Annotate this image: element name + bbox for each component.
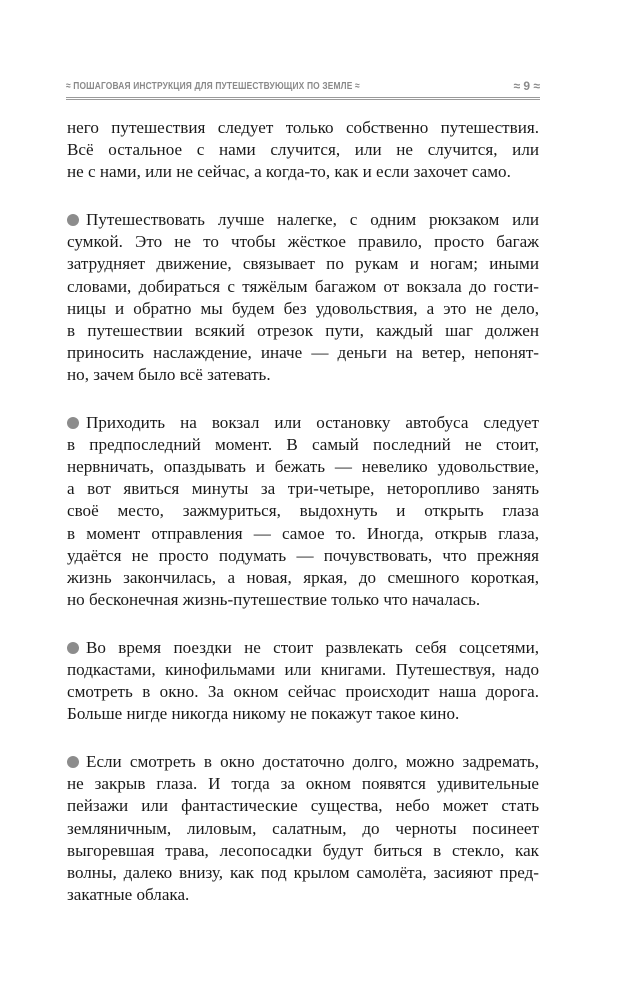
- text-line: Если смотреть в окно достаточно долго, можно задремать,: [86, 752, 539, 772]
- bullet-paragraph: [67, 637, 539, 725]
- text-line: ницы и обратно мы будем без удовольствия, а это не дело,: [67, 298, 539, 318]
- text-line: в момент отправления — самое то. Иногда, открыв глаза,: [67, 523, 539, 543]
- bullet-paragraph: [67, 751, 539, 906]
- text-line: жизнь закончилась, а новая, яркая, до смешного короткая,: [67, 567, 539, 587]
- text-line: Приходить на вокзал или остановку автобуса следует: [86, 413, 539, 433]
- text-line: него путешествия следует только собственно путешествия.: [67, 118, 539, 137]
- text-line: не с нами, или не сейчас, а когда-то, как и если захочет само.: [67, 162, 511, 182]
- text-line: Всё остальное с нами случится, или не случится, или: [67, 140, 539, 160]
- body-text: [67, 117, 539, 932]
- running-header: [66, 78, 540, 100]
- text-line: приносить наслаждение, иначе — деньги на ветер, непонят-: [67, 342, 539, 362]
- text-line: в путешествии всякий отрезок пути, каждый шаг должен: [67, 320, 539, 340]
- text-line: Больше нигде никогда никому не покажут такое кино.: [67, 704, 460, 724]
- header-rule: [66, 97, 540, 100]
- text-line: нервничать, опаздывать и бежать — невелико удовольствие,: [67, 457, 539, 477]
- text-line: своё место, зажмуриться, выдохнуть и открыть глаза: [67, 501, 539, 521]
- text-line: затрудняет движение, связывает по рукам и ногам; иными: [67, 254, 539, 274]
- bullet-icon: [67, 214, 79, 226]
- text-line: сумкой. Это не то чтобы жёсткое правило, просто багаж: [67, 232, 539, 252]
- text-line: земляничным, лиловым, салатным, до черноты посинеет: [67, 818, 539, 838]
- text-line: пейзажи или фантастические существа, небо может стать: [67, 796, 539, 816]
- text-line: а вот явиться минуты за три-четыре, неторопливо занять: [67, 479, 539, 499]
- text-line: Во время поездки не стоит развлекать себя соцсетями,: [86, 637, 539, 657]
- text-line: волны, далеко внизу, как под крылом самолёта, засияют пред-: [67, 862, 539, 882]
- text-line: не закрыв глаза. И тогда за окном появятся удивительные: [67, 774, 539, 794]
- text-line: в предпоследний момент. В самый последний не стоит,: [67, 435, 539, 455]
- text-line: удаётся не просто подумать — почувствовать, что прежняя: [67, 545, 539, 565]
- page-number: ≈ 9 ≈: [513, 79, 540, 93]
- text-line: смотреть в окно. За окном сейчас происходит наша дорога.: [67, 682, 539, 702]
- bullet-icon: [67, 642, 79, 654]
- bullet-paragraph: [67, 412, 539, 611]
- bullet-paragraph: [67, 209, 539, 386]
- text-line: подкастами, кинофильмами или книгами. Путешествуя, надо: [67, 659, 539, 679]
- bullet-icon: [67, 417, 79, 429]
- text-line: словами, добираться с тяжёлым багажом от вокзала до гости-: [67, 276, 539, 296]
- text-line: но бесконечная жизнь-путешествие только что началась.: [67, 589, 481, 609]
- paragraph: [67, 117, 539, 183]
- text-line: выгоревшая трава, лесопосадки будут биться в стекло, как: [67, 840, 539, 860]
- running-header-title: ≈ ПОШАГОВАЯ ИНСТРУКЦИЯ ДЛЯ ПУТЕШЕСТВУЮЩИХ ПО ЗЕМЛЕ ≈: [66, 80, 360, 92]
- bullet-icon: [67, 756, 79, 768]
- text-line: но, зачем было всё затевать.: [67, 364, 271, 384]
- text-line: закатные облака.: [67, 884, 190, 904]
- text-line: Путешествовать лучше налегке, с одним рюкзаком или: [86, 210, 539, 230]
